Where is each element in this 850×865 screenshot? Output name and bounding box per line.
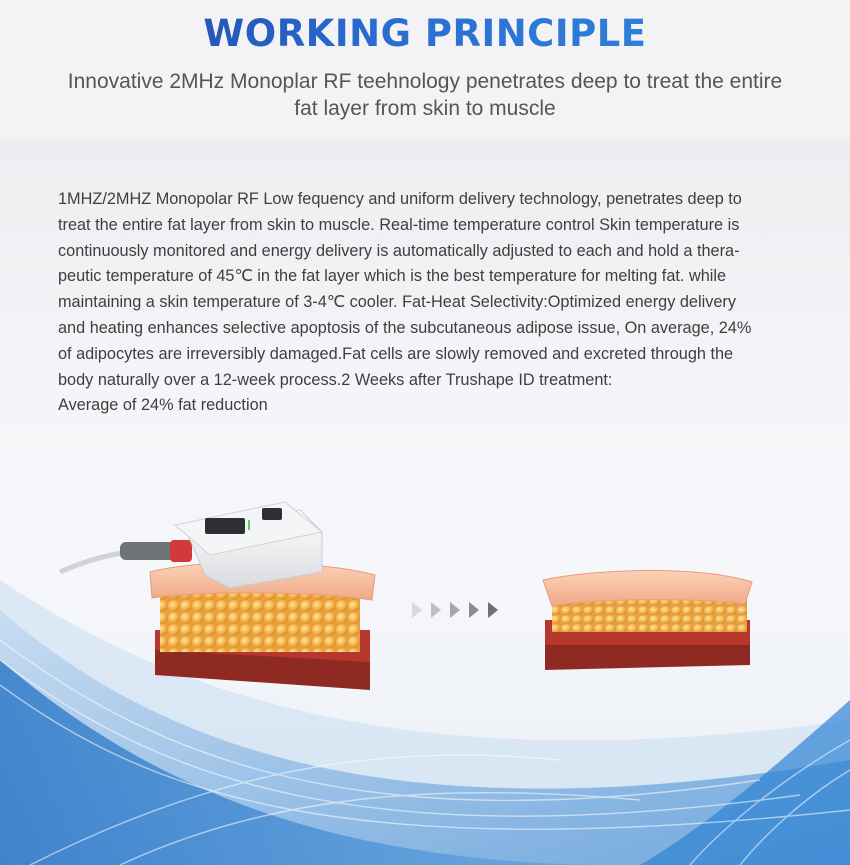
header [0,0,850,140]
description-line: and heating enhances selective apoptosis of the subcutaneous adipose issue, On average, 24% [58,318,752,337]
description-line: maintaining a skin temperature of 3-4℃ cooler. Fat-Heat Selectivity:Optimized energy delivery [58,293,736,312]
tissue-block-after [543,571,752,671]
cable-connector [120,542,175,560]
description-line: treat the entire fat layer from skin to muscle. Real-time temperature control Skin temperature is [58,215,740,234]
description-line: of adipocytes are irreversibly damaged.Fat cells are slowly removed and excreted through the [58,344,734,363]
description-line: body naturally over a 12-week process.2 Weeks after Trushape ID treatment: [58,370,613,389]
treatment-illustration [0,480,850,720]
description-line: continuously monitored and energy delivery is automatically adjusted to each and hold a thera- [58,241,740,260]
arrow-indicator [412,602,498,618]
description-text [58,187,813,419]
description-line: 1MHZ/2MHZ Monopolar RF Low fequency and uniform delivery technology, penetrates deep to [58,190,742,208]
page-title: WORKING PRINCIPLE [0,12,850,55]
page-subtitle: Innovative 2MHz Monoplar RF teehnology penetrates deep to treat the entire fat layer from skin to muscle [67,70,783,120]
description-line: Average of 24% fat reduction [58,396,268,415]
description-line: peutic temperature of 45℃ in the fat layer which is the best temperature for melting fat. while [58,267,727,286]
